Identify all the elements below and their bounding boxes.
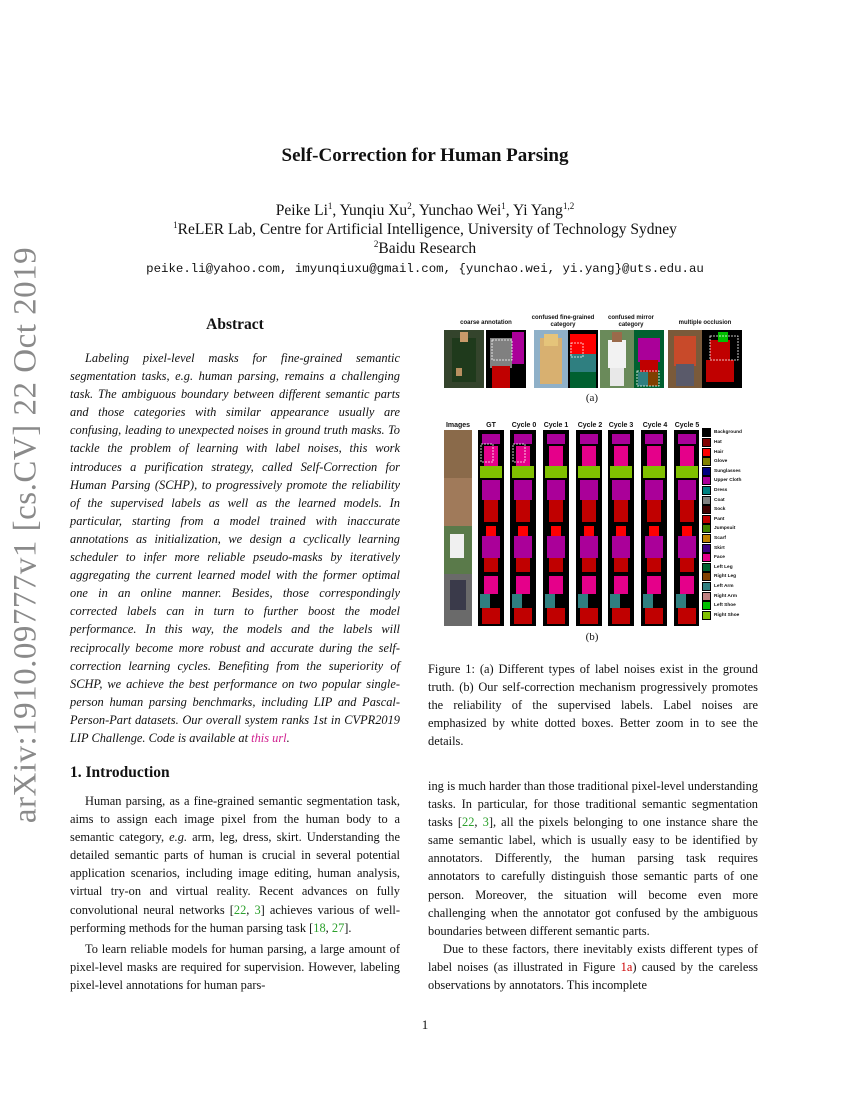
cycle-mask-column	[576, 430, 602, 626]
mask-region	[582, 446, 596, 466]
mask-region	[645, 608, 663, 624]
legend-swatch	[702, 505, 711, 514]
category-legend	[702, 428, 757, 620]
mask-region	[645, 536, 663, 558]
legend-item	[702, 534, 757, 544]
legend-swatch	[702, 438, 711, 447]
legend-swatch	[702, 563, 711, 572]
affiliation-text: Baidu Research	[378, 240, 477, 258]
legend-item	[702, 495, 757, 505]
author-affiliation-mark: 2	[407, 201, 412, 211]
author-affiliation-mark: 1	[327, 201, 333, 211]
mask-region	[680, 446, 694, 466]
mask-region	[582, 576, 596, 594]
mask-region	[680, 576, 694, 594]
legend-label: Sock	[714, 507, 726, 513]
affiliation-2	[0, 239, 850, 258]
mask-region	[549, 558, 563, 572]
mask-region	[612, 608, 630, 624]
affiliation-1	[0, 220, 850, 239]
legend-label: Left Shoe	[714, 603, 736, 609]
mask-region	[614, 446, 628, 466]
mask-region	[582, 500, 596, 522]
legend-item	[702, 611, 757, 621]
legend-swatch	[702, 486, 711, 495]
mask-region	[549, 500, 563, 522]
legend-item	[702, 524, 757, 534]
abstract-end: .	[286, 730, 290, 745]
legend-item	[702, 476, 757, 486]
citation-link[interactable]: 22	[462, 815, 475, 830]
legend-item	[702, 438, 757, 448]
mask-region	[484, 446, 498, 466]
legend-swatch	[702, 448, 711, 457]
mask-region	[612, 480, 630, 500]
mask-region	[551, 526, 561, 536]
cycle-mask-column	[674, 430, 699, 626]
intro-text: Due to these factors, there inevitably exists different types of label noises (as illustrated in Figure	[428, 942, 758, 975]
legend-item	[702, 563, 757, 573]
mask-region	[578, 594, 588, 608]
mask-region	[482, 608, 500, 624]
figure-1-caption: Figure 1: (a) Different types of label noises exist in the ground truth. (b) Our self-correction mechanism progressively promotes the reliability of the supervised labels. Label noises are emphasized by white dotted boxes. Better zoom in to see the details.	[428, 662, 758, 749]
citation-link[interactable]: 3	[482, 815, 489, 830]
mask-region	[643, 594, 653, 608]
legend-swatch	[702, 428, 711, 437]
mask-region	[580, 434, 598, 444]
mask-region	[547, 480, 565, 500]
parsing-mask	[486, 330, 526, 388]
intro-text: arm, leg, dress, skirt. Understanding the detailed semantic parts of human is crucial in several potential application scenarios, including image editing, human analysis, virtual try-on and virtual reality. Recent advances on fully convolutional neural networks [	[70, 830, 400, 917]
author-name: Yunchao Wei	[418, 202, 502, 220]
author-emails: peike.li@yahoo.com, imyunqiuxu@gmail.com, {yunchao.wei, yi.yang}@uts.edu.au	[146, 262, 704, 276]
paper-title: Self-Correction for Human Parsing	[281, 145, 569, 166]
legend-swatch	[702, 476, 711, 485]
mask-region	[482, 536, 500, 558]
legend-item	[702, 572, 757, 582]
legend-label: Dress	[714, 487, 728, 493]
mask-region	[616, 526, 626, 536]
citation-link[interactable]: 3	[254, 902, 261, 917]
legend-swatch	[702, 544, 711, 553]
intro-text: Human parsing, as a fine-grained semantic segmentation task, aims to assign each image pixel from the human body to a semantic category,	[70, 794, 400, 845]
legend-swatch	[702, 515, 711, 524]
legend-swatch	[702, 524, 711, 533]
category-header: multiple occlusion	[678, 320, 732, 326]
legend-label: Right Leg	[714, 574, 737, 580]
column-header: Cycle 5	[674, 422, 700, 429]
legend-label: Scarf	[714, 536, 726, 541]
legend-label: Skirt	[714, 545, 725, 551]
mask-region	[582, 558, 596, 572]
mask-region	[612, 434, 630, 444]
mask-region	[516, 576, 530, 594]
cycle-mask-column	[641, 430, 667, 626]
mask-region	[514, 608, 532, 624]
legend-item	[702, 447, 757, 457]
parsing-mask	[634, 330, 664, 388]
mask-region	[678, 480, 696, 500]
mask-region	[676, 466, 698, 478]
photo-column	[444, 430, 472, 626]
intro-text: ing is much harder than those traditional pixel-level understanding tasks. In particular, for those traditional semantic segmentation tasks [	[428, 779, 758, 830]
legend-item	[702, 601, 757, 611]
intro-text-italic: e.g.	[169, 830, 188, 845]
mask-region	[514, 480, 532, 500]
mask-region	[647, 558, 661, 572]
mask-region	[614, 500, 628, 522]
mask-region	[612, 536, 630, 558]
intro-text: ], all the pixels belonging to one instance share the same semantic label, which is usually easy to be identified by annotators. Differently, the human parsing task requires annotators to carefully distinguish those semantic parts of one person. Moreover, the situation will become even more challenging when the annotator got confused by the ambiguous boundaries between different semantic parts.	[428, 815, 758, 938]
legend-item	[702, 505, 757, 515]
figure-1a-images	[440, 328, 760, 392]
mask-region	[678, 608, 696, 624]
mask-region	[514, 536, 532, 558]
author-list: Peike Li$^1$, Yunqiu Xu$^2$, Yunchao Wei$^1$, Yi Yang$^{1,2}$	[275, 201, 575, 220]
mask-region	[649, 526, 659, 536]
cycle-mask-column	[608, 430, 634, 626]
mask-region	[645, 434, 663, 444]
mask-region	[614, 576, 628, 594]
mask-region	[547, 434, 565, 444]
mask-region	[547, 608, 565, 624]
intro-paragraph-1: Human parsing, as a fine-grained semantic segmentation task, aims to assign each image pixel from the human body to a semantic category, e.g. arm, leg, dress, skirt. Understanding the detailed semantic parts of human is crucial in several potential application scenarios, including image editing, human analysis, virtual try-on and virtual reality. Recent advances on fully convolutional neural networks [22, 3] achieves various of well-performing methods for the human parsing task [18, 27].	[70, 794, 400, 935]
arxiv-identifier-text: arXiv:1910.09777v1 [cs.CV] 22 Oct 2019	[7, 246, 44, 824]
cycle-mask-column	[510, 430, 536, 626]
mask-region	[680, 500, 694, 522]
abstract-text: Labeling pixel-level masks for fine-grained semantic segmentation tasks, e.g. human parsing, remains a challenging task. The ambiguous boundary between different semantic parts and those categories with similar appearance usually are confusing, leading to unexpected noises in ground truth masks. To tackle the problem of learning with label noises, this work introduces a purification strategy, called Self-Correction for Human Parsing (SCHP), to progressively promote the reliability of the supervised labels as well as the learned models. In particular, starting from a model trained with inaccurate annotations as initialization, we design a cyclically learning scheduler to infer more reliable pseudo-masks by iteratively aggregating the current learned model with the former optimal one in an online manner. Besides, those correspondingly corrected labels can in turn to further boost the model performance. In this way, the models and the labels will reciprocally become more robust and accurate during the self-correction learning cycles. Benefiting from the superiority of SCHP, we achieve the best performance on two popular single-person human parsing benchmarks, including LIP and Pascal-Person-Part datasets. Our overall system ranks 1st in CVPR2019 LIP Challenge. Code is available at	[70, 351, 400, 745]
citation-link[interactable]: 18	[313, 920, 326, 935]
legend-label: Jumpsuit	[714, 526, 736, 532]
legend-label: Hat	[714, 439, 722, 445]
legend-label: Left Arm	[714, 584, 734, 590]
legend-swatch	[702, 467, 711, 476]
legend-item	[702, 466, 757, 476]
category-header: coarse annotation	[460, 320, 512, 326]
affiliation-text: ReLER Lab, Centre for Artificial Intelligence, University of Technology Sydney	[177, 221, 677, 239]
mask-region	[580, 608, 598, 624]
photo-thumbnail	[534, 330, 568, 388]
legend-swatch	[702, 496, 711, 505]
legend-item	[702, 428, 757, 438]
mask-region	[482, 480, 500, 500]
legend-label: Right Arm	[714, 593, 738, 599]
section-heading: 1. Introduction	[70, 764, 170, 781]
intro-paragraph-2	[70, 940, 400, 994]
mask-region	[549, 576, 563, 594]
figure-1a-label: (a)	[585, 392, 599, 404]
mask-region	[580, 536, 598, 558]
column-header: Cycle 1	[543, 422, 569, 429]
abstract-body	[70, 349, 400, 747]
mask-region	[514, 434, 532, 444]
mask-region	[486, 526, 496, 536]
page-number: 1	[421, 1017, 429, 1032]
legend-swatch	[702, 457, 711, 466]
legend-item	[702, 591, 757, 601]
mask-region	[647, 446, 661, 466]
legend-label: Right Shoe	[714, 612, 740, 618]
mask-region	[647, 500, 661, 522]
citation-link[interactable]: 27	[331, 920, 345, 935]
author-name: Yi Yang	[512, 202, 563, 220]
legend-label: Background	[714, 430, 742, 436]
mask-region	[680, 558, 694, 572]
parsing-mask	[568, 330, 598, 388]
author-name: Yunqiu Xu	[339, 202, 408, 220]
photo-thumbnail	[444, 330, 484, 388]
mask-region	[549, 446, 563, 466]
mask-region	[580, 480, 598, 500]
legend-label: Sunglasses	[714, 468, 741, 474]
legend-item	[702, 514, 757, 524]
figure-reference-link[interactable]: 1a	[620, 960, 633, 975]
legend-label: Left Leg	[714, 564, 733, 570]
category-header: confused mirror category	[607, 315, 654, 328]
intro-paragraph-3	[428, 940, 758, 994]
mask-region	[610, 594, 620, 608]
figure-1b-label: (b)	[585, 631, 599, 643]
mask-region	[678, 536, 696, 558]
mask-region	[516, 558, 530, 572]
legend-label: Upper Cloth	[714, 478, 742, 484]
intro-text: ].	[344, 920, 352, 935]
legend-item	[702, 553, 757, 563]
mask-region	[518, 526, 528, 536]
author-affiliation-mark: 1,2	[562, 201, 575, 211]
legend-item	[702, 457, 757, 467]
intro-text: ] achieves various of well-performing methods for the human parsing task [	[70, 902, 400, 935]
mask-region	[547, 536, 565, 558]
mask-region	[614, 558, 628, 572]
intro-text: To learn reliable models for human parsing, a large amount of pixel-level masks are required for supervision. However, labeling pixel-level annotations for human pars-	[70, 942, 400, 993]
mask-region	[482, 434, 500, 444]
author-name: Peike Li	[275, 202, 328, 220]
legend-swatch	[702, 572, 711, 581]
legend-item	[702, 543, 757, 553]
mask-region	[512, 594, 522, 608]
affiliation-mark: 2	[373, 239, 379, 249]
mask-region	[512, 466, 534, 478]
legend-label: Coat	[714, 497, 725, 503]
mask-region	[610, 466, 632, 478]
intro-paragraph-2-continued: ing is much harder than those traditional pixel-level understanding tasks. In particular, for those traditional semantic segmentation tasks [22, 3], all the pixels belonging to one instance share the same semantic label, which is usually easy to be identified by annotators. Differently, the human parsing task requires annotators to carefully distinguish those semantic parts of one person. Moreover, the situation will become even more challenging when the annotator got confused by the ambiguous boundaries between different semantic parts.	[428, 779, 758, 938]
mask-region	[516, 446, 530, 466]
mask-region	[484, 558, 498, 572]
legend-swatch	[702, 611, 711, 620]
legend-label: Glove	[714, 459, 728, 465]
column-header: Cycle 2	[577, 422, 603, 429]
citation-link[interactable]: 22	[233, 902, 247, 917]
legend-label: Pant	[714, 516, 725, 522]
legend-label: Face	[714, 555, 725, 561]
mask-region	[480, 594, 490, 608]
legend-swatch	[702, 592, 711, 601]
mask-region	[682, 526, 692, 536]
legend-label: Hair	[714, 449, 724, 455]
column-header: Images	[445, 422, 471, 429]
legend-swatch	[702, 601, 711, 610]
mask-region	[545, 594, 555, 608]
abstract-heading: Abstract	[206, 316, 264, 333]
category-header: confused fine-grained category	[531, 315, 595, 328]
author-affiliation-mark: 1	[501, 201, 506, 211]
legend-swatch	[702, 553, 711, 562]
mask-region	[643, 466, 665, 478]
mask-region	[484, 500, 498, 522]
mask-region	[516, 500, 530, 522]
cycle-mask-column	[543, 430, 569, 626]
mask-region	[484, 576, 498, 594]
ground-truth-column	[478, 430, 504, 626]
mask-region	[676, 594, 686, 608]
mask-region	[545, 466, 567, 478]
figure-1b-images	[444, 430, 699, 628]
mask-region	[584, 526, 594, 536]
legend-item	[702, 486, 757, 496]
legend-swatch	[702, 534, 711, 543]
parsing-mask-columns	[478, 430, 699, 626]
photo-thumbnail	[668, 330, 702, 388]
mask-region	[647, 576, 661, 594]
mask-region	[678, 434, 696, 444]
photo-thumbnail	[600, 330, 634, 388]
parsing-mask	[702, 330, 742, 388]
legend-swatch	[702, 582, 711, 591]
column-header: Cycle 4	[642, 422, 668, 429]
column-header: Cycle 0	[511, 422, 537, 429]
column-header: GT	[486, 422, 496, 429]
mask-region	[645, 480, 663, 500]
mask-region	[578, 466, 600, 478]
mask-region	[480, 466, 502, 478]
legend-item	[702, 582, 757, 592]
arxiv-identifier	[4, 246, 48, 824]
code-link[interactable]: this url	[251, 730, 287, 745]
affiliation-mark: 1	[173, 220, 178, 230]
intro-text: ) caused by the careless observations by annotators. This incomplete	[428, 960, 759, 993]
column-header: Cycle 3	[608, 422, 634, 429]
